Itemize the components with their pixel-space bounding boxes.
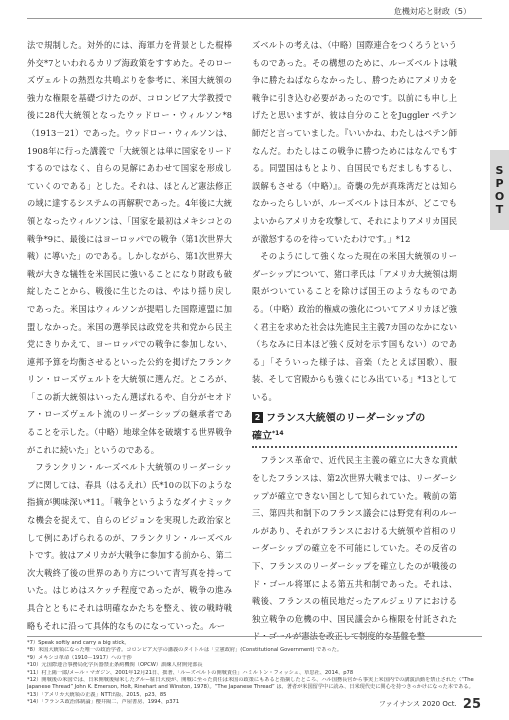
section-number: 2 — [252, 412, 263, 423]
right-column — [252, 37, 457, 646]
spot-tab-letter: T — [495, 203, 504, 216]
section-heading-cont — [252, 426, 457, 448]
spot-tab-letter: S — [495, 164, 504, 177]
spot-tab-letter: P — [495, 177, 504, 190]
paragraph: 法で規制した。対外的には、海軍力を背景とした棍棒外交*7といわれるカリブ海政策をすすめた。そのローズヴェルトの熱烈な共鳴ぶりを参考に、米国大統領の強力な権限を基礎づけたのが、コロンビア大学教授で後に28代大統領となったウッドロー・ウィルソン*8（1913－21）であった。ウッドロー・ウィルソンは、1908年に行った講義で「大統領とは単に国家をリードするのではなく、自らの見解にあわせて国家を形成していくのである」とした。それは、ほとんど憲法修正の域に達するシステムの再解釈であった。4年後に大統領となったウィルソンは、「国家を最初はメキシコとの戦争*9に、最後にはヨーロッパでの戦争（第1次世界大戦）に導いた」のである。しかしながら、第1次世界大戦が大きな犠牲を米国民に強いることになり財政も破綻したことから、戦後に生じたのは、やはり揺り戻しであった。米国はウィルソンが提唱した国際連盟に加盟しなかった。米国の選挙民は政党を共和党から民主党にきりかえて、ヨーロッパでの戦争に参加しない、連邦予算を均衡させるといった公約を掲げたフランクリン・ローズヴェルトを大統領に選んだ。ところが、「この新大統領はいったん選ばれるや、自分がセオドア・ローズヴェルト流のリーダーシップの継承者であることを示した。（中略）地球全体を破壊する世界戦争がこれに続いた」というのである。 — [27, 40, 232, 455]
footnote: *14）「フランス政治体制論」櫻井陽二、芦屋書房、1994、p371 — [27, 699, 180, 706]
footnote: *10）元国際連合事務局化学兵器禁止条約機関（OPCW）訓練人材開発部長 — [27, 662, 203, 669]
header-rule — [27, 18, 482, 19]
footnote: *11）村上陽一郎/メール・マガジン、2001年12月21日、拙著、「ルーズベルトの開戦責任」ハミルトン・フィッシュ、草思社、2014、p78 — [27, 669, 354, 676]
footnote: *12）開戦後の米国では、日米開戦後帰米したグルー駐日大使が、開戦に至った責任は米国の政策にもあると指摘したところ、ハル国務長官から事実上米国内での講演活動を禁止された（“The Japanese Thread” John K. Emerson, Holt, Rinehart and Winston, 1978）。“The Japanese Thread” は、著者が米国留学中に読み、日米現代史に関心を持つきっかけになった本である。 — [27, 677, 474, 691]
footnote: *8）米国大統領になった唯一の政治学者。コロンビア大学の講義のタイトルは「立憲政府」(Constitutional Government) であった。 — [27, 647, 343, 654]
section-title-line2: 確立 — [252, 431, 272, 443]
spot-section-tab — [490, 150, 509, 230]
magazine-name: ファイナンス — [378, 700, 421, 708]
section-footnote-ref: *14 — [272, 430, 284, 438]
left-column — [27, 37, 232, 635]
running-header: 危機対応と財政（5） — [393, 7, 471, 16]
footnote: *7）Speak softly and carry a big stick。 — [27, 640, 130, 646]
section-title-line1: フランス大統領のリーダーシップの — [266, 413, 426, 425]
paragraph: ズベルトの考えは、（中略）国際連合をつくろうというものであった。その構想のために、ルーズベルトは戦争に勝たねばならなかったし、勝つためにアメリカを戦争に引き込む必要があったのです。以前にも申し上げたと思いますが、彼は自分のことをJuggler ペテン師だと言っていました。『いいかね、わたしはペテン師なんだ。わたしはこの戦争に勝つためにはなんでもする。同盟国はもとより、自国民でもだましもするし、誤解もさせる（中略）』。奇襲の先が真珠湾だとは知らなかったらしいが、ルーズベルトは日本が、どこでもよいからアメリカを攻撃して、それによりアメリカ国民が激怒するのを待っていたわけです。」*12 — [252, 40, 457, 244]
footnote: *9）メキシコ革命（1910－1917）への干渉 — [27, 654, 132, 661]
page-number: 25 — [462, 697, 481, 712]
paragraph: フランクリン・ルーズベルト大統領のリーダーシップに関しては、春具（はるえれ）氏*10の以下のような指摘が興味深い*11。「戦争というようなダイナミックな機会を捉えて、自らのビジョンを実現した政治家として例にあげられるのが、フランクリン・ルーズベルトです。彼はアメリカが大戦争に参加する前から、第二次大戦終了後の世界のあり方について青写真を持っていた。はじめはスケッチ程度であったが、戦争の進み具合とともにそれは明確なかたちを整え、彼の戦時戦略もそれに沿って具体的なものになっていった。ルー — [27, 462, 233, 631]
footnote: *13）「アメリカ大統領の正義」NTT出版、2015、p23、85 — [27, 691, 167, 698]
section-heading — [252, 411, 457, 426]
page-footer — [379, 697, 481, 712]
issue-date: 2020 Oct. — [422, 700, 457, 708]
spot-tab-letter: O — [494, 190, 505, 203]
paragraph: フランス革命で、近代民主主義の確立に大きな貢献をしたフランスは、第2次世界大戦までは、リーダーシップが確立できない国として知られていた。戦前の第三、第四共和制下のフランス議会には野党有利のルールがあり、それがフランスにおける大統領や首相のリーダーシップの確立を不可能にしていた。その反省の下、フランスのリーダーシップを確立したのが戦後のド・ゴール将軍による第五共和制であった。それは、戦後、フランスの植民地だったアルジェリアにおける独立戦争の危機の中、国民議会から権限を付託された — [252, 455, 457, 624]
footnote-rule — [27, 636, 482, 637]
paragraph: そのようにして強くなった現在の米国大統領のリーダーシップについて、猪口孝氏は「アメリカ大統領は期限がついていることを除けば国王のようなものである。（中略）政治的権威の強化についてアメリカほど強く君主を求めた社会は先進民主主義7カ国のなかにない（ちなみに日本ほど強く反対を示す国もない）のである」「そういった様子は、音楽（たとえば国歌）、服装、そして宮殿からも強くにじみ出ている」*13としている。 — [252, 251, 458, 402]
